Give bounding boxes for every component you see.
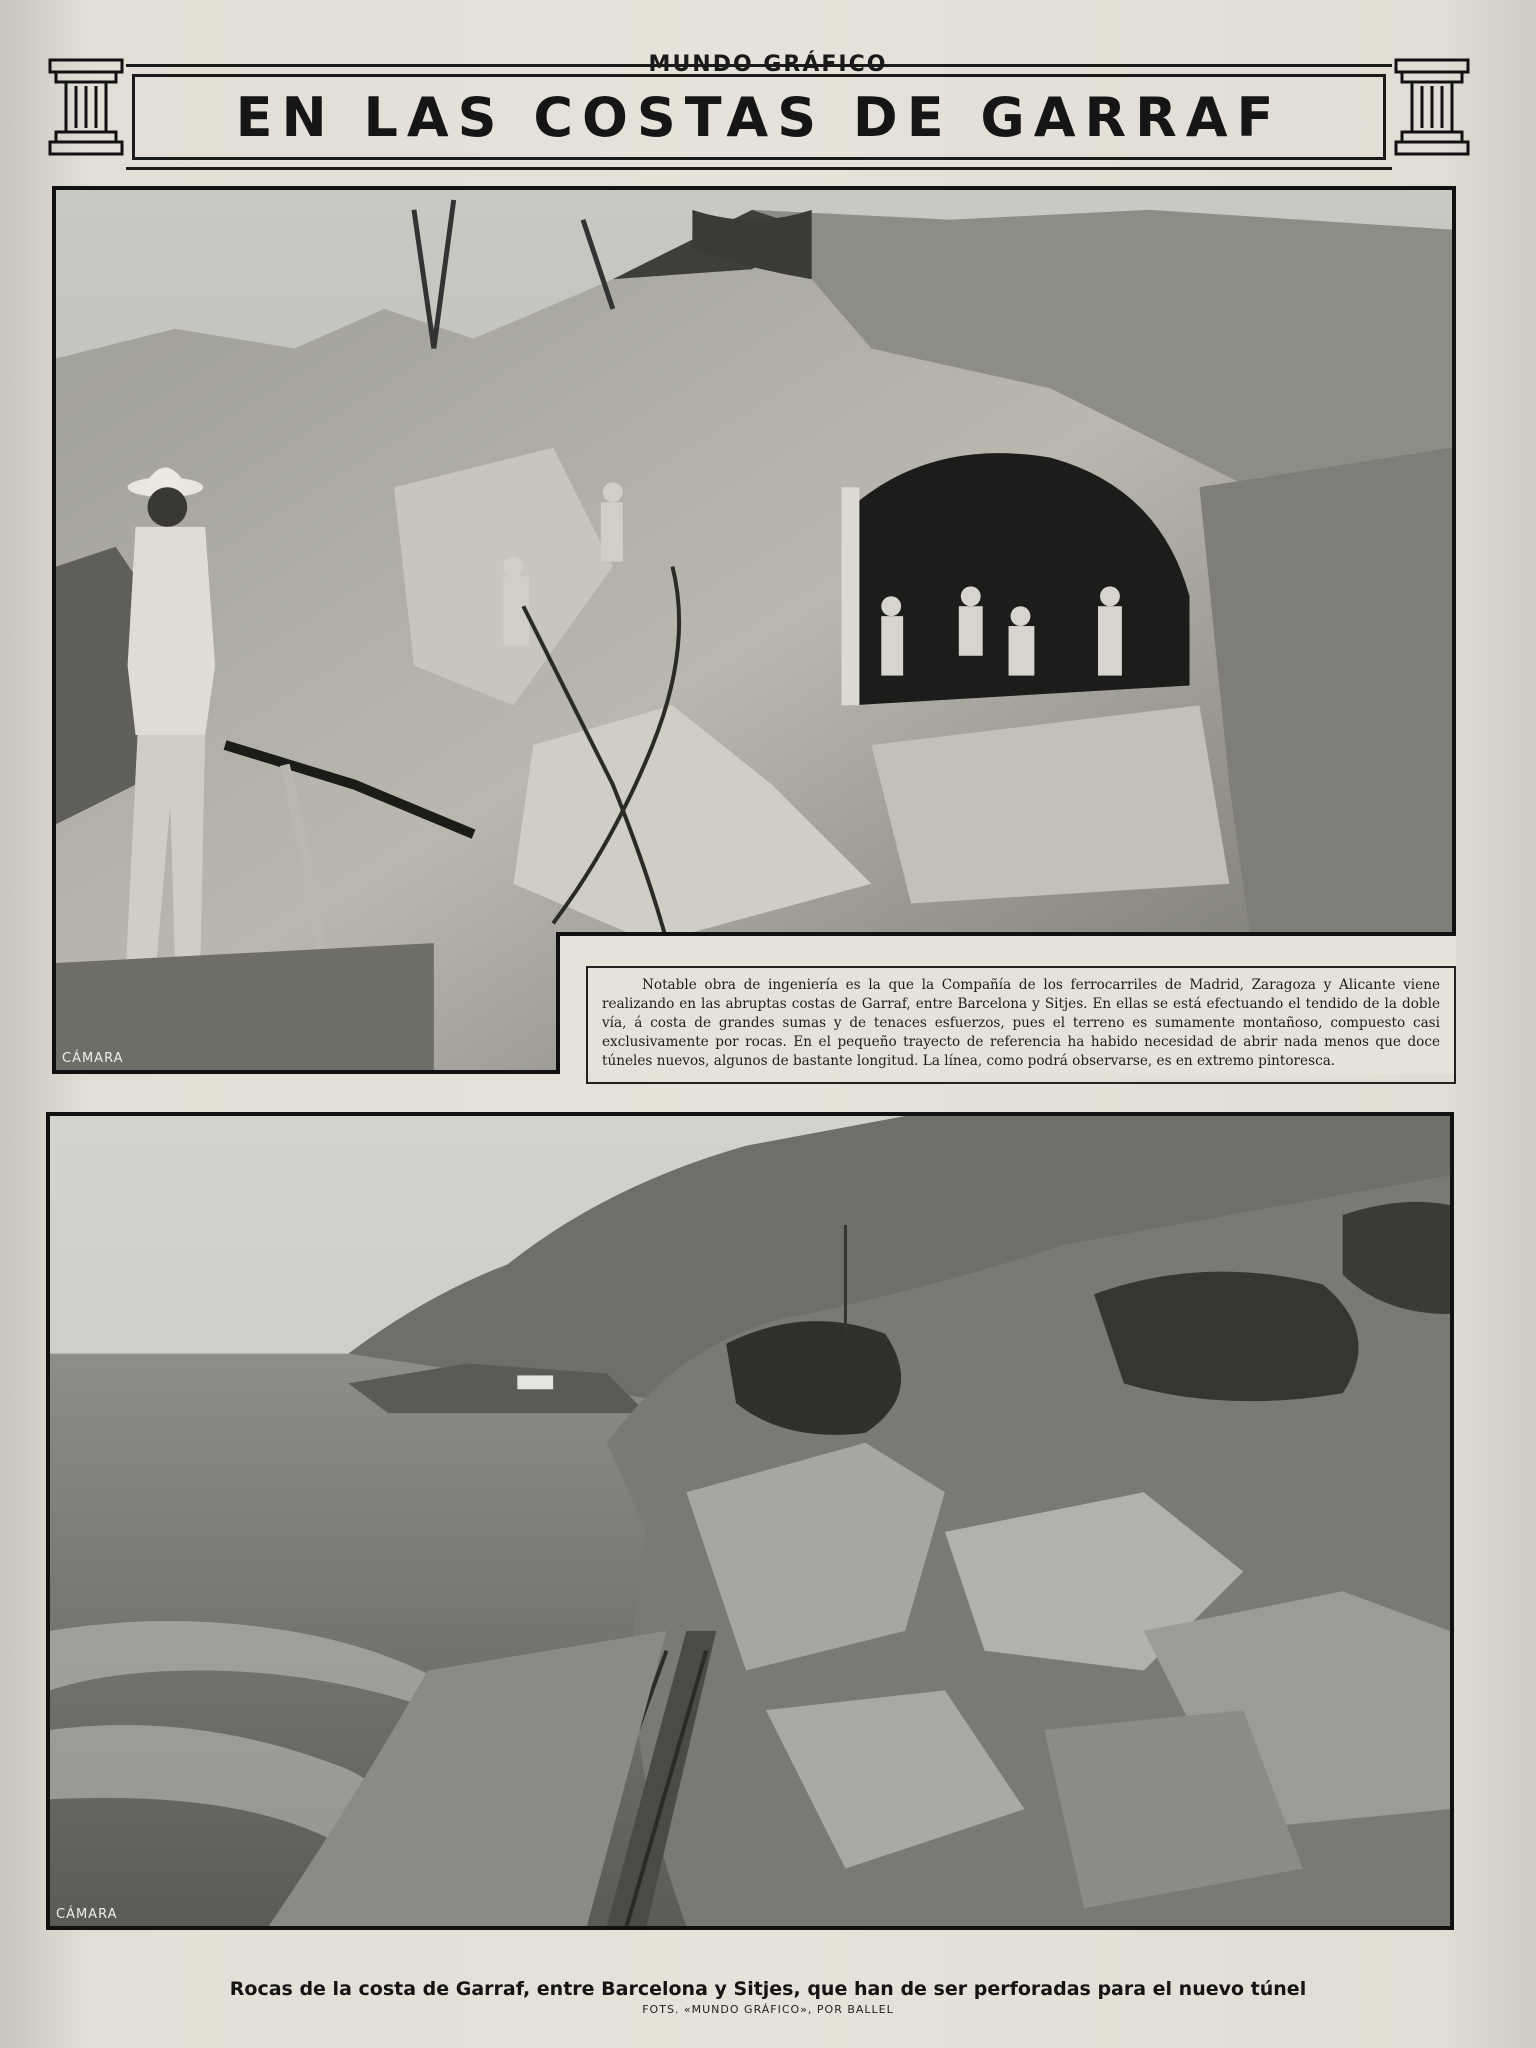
title-rule-bottom [126, 167, 1392, 170]
coast-railway-photo [46, 1112, 1454, 1930]
title-rule-top [126, 64, 1392, 67]
masthead: MUNDO GRÁFICO [648, 52, 888, 77]
top-photo-credit-mark: CÁMARA [62, 1051, 124, 1066]
bottom-photo-caption: Rocas de la costa de Garraf, entre Barcelona y Sitjes, que han de ser perforadas para el nuevo túnel [229, 1978, 1307, 2000]
article-caption: Notable obra de ingeniería es la que la Compañía de los ferrocarriles de Madrid, Zaragoza y Alicante viene realizando en las abruptas costas de Garraf, entre Barcelona y Sitjes. En ellas se está efectuando el tendido de la doble vía, á costa de grandes sumas y de tenaces esfuerzos, pues el terreno es sumamente montañoso, compuesto casi exclusivamente por rocas. En el pequeño trayecto de referencia ha habido necesidad de abrir nada menos que doce túneles nuevos, algunos de bastante longitud. La línea, como podrá observarse, es en extremo pintoresca. [586, 966, 1456, 1084]
column-ornament-left-icon [46, 52, 126, 172]
column-ornament-right-icon [1392, 52, 1472, 172]
coast-scene-illustration [50, 1116, 1450, 1926]
page-title: EN LAS COSTAS DE GARRAF [235, 85, 1283, 149]
photo-credit-line: FOTS. «MUNDO GRÁFICO», POR BALLEL [642, 2003, 894, 2016]
title-box [132, 74, 1386, 160]
title-frame [46, 58, 1472, 170]
bottom-photo-credit-mark: CÁMARA [56, 1907, 118, 1922]
